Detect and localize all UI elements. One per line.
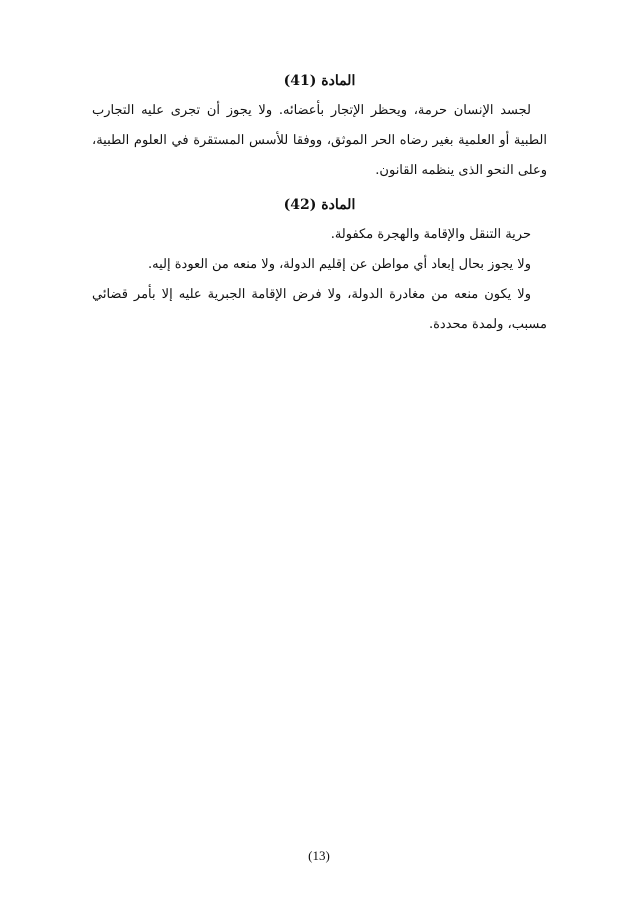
article-41-paragraph: لجسد الإنسان حرمة، ويحظر الإتجار بأعضائه. ولا يجوز أن تجرى عليه التجارب الطبية أو العلمية بغير رضاه الحر الموثق، ووفقا للأسس المستقرة في العلوم الطبية، وعلى النحو الذى ينظمه القانون.: [92, 103, 547, 178]
article-41-title: المادة (41): [283, 73, 356, 89]
document-body: [92, 66, 547, 340]
page-number: (13): [308, 848, 330, 863]
article-42-paragraph-1: حرية التنقل والإقامة والهجرة مكفولة.: [330, 227, 531, 242]
article-42-title: المادة (42): [283, 197, 356, 213]
article-42-paragraph-2: ولا يجوز بحال إبعاد أي مواطن عن إقليم الدولة، ولا منعه من العودة إليه.: [148, 257, 531, 272]
article-42-paragraph-3: ولا يكون منعه من مغادرة الدولة، ولا فرض الإقامة الجبرية عليه إلا بأمر قضائي مسبب، ولمدة محددة.: [92, 287, 547, 332]
